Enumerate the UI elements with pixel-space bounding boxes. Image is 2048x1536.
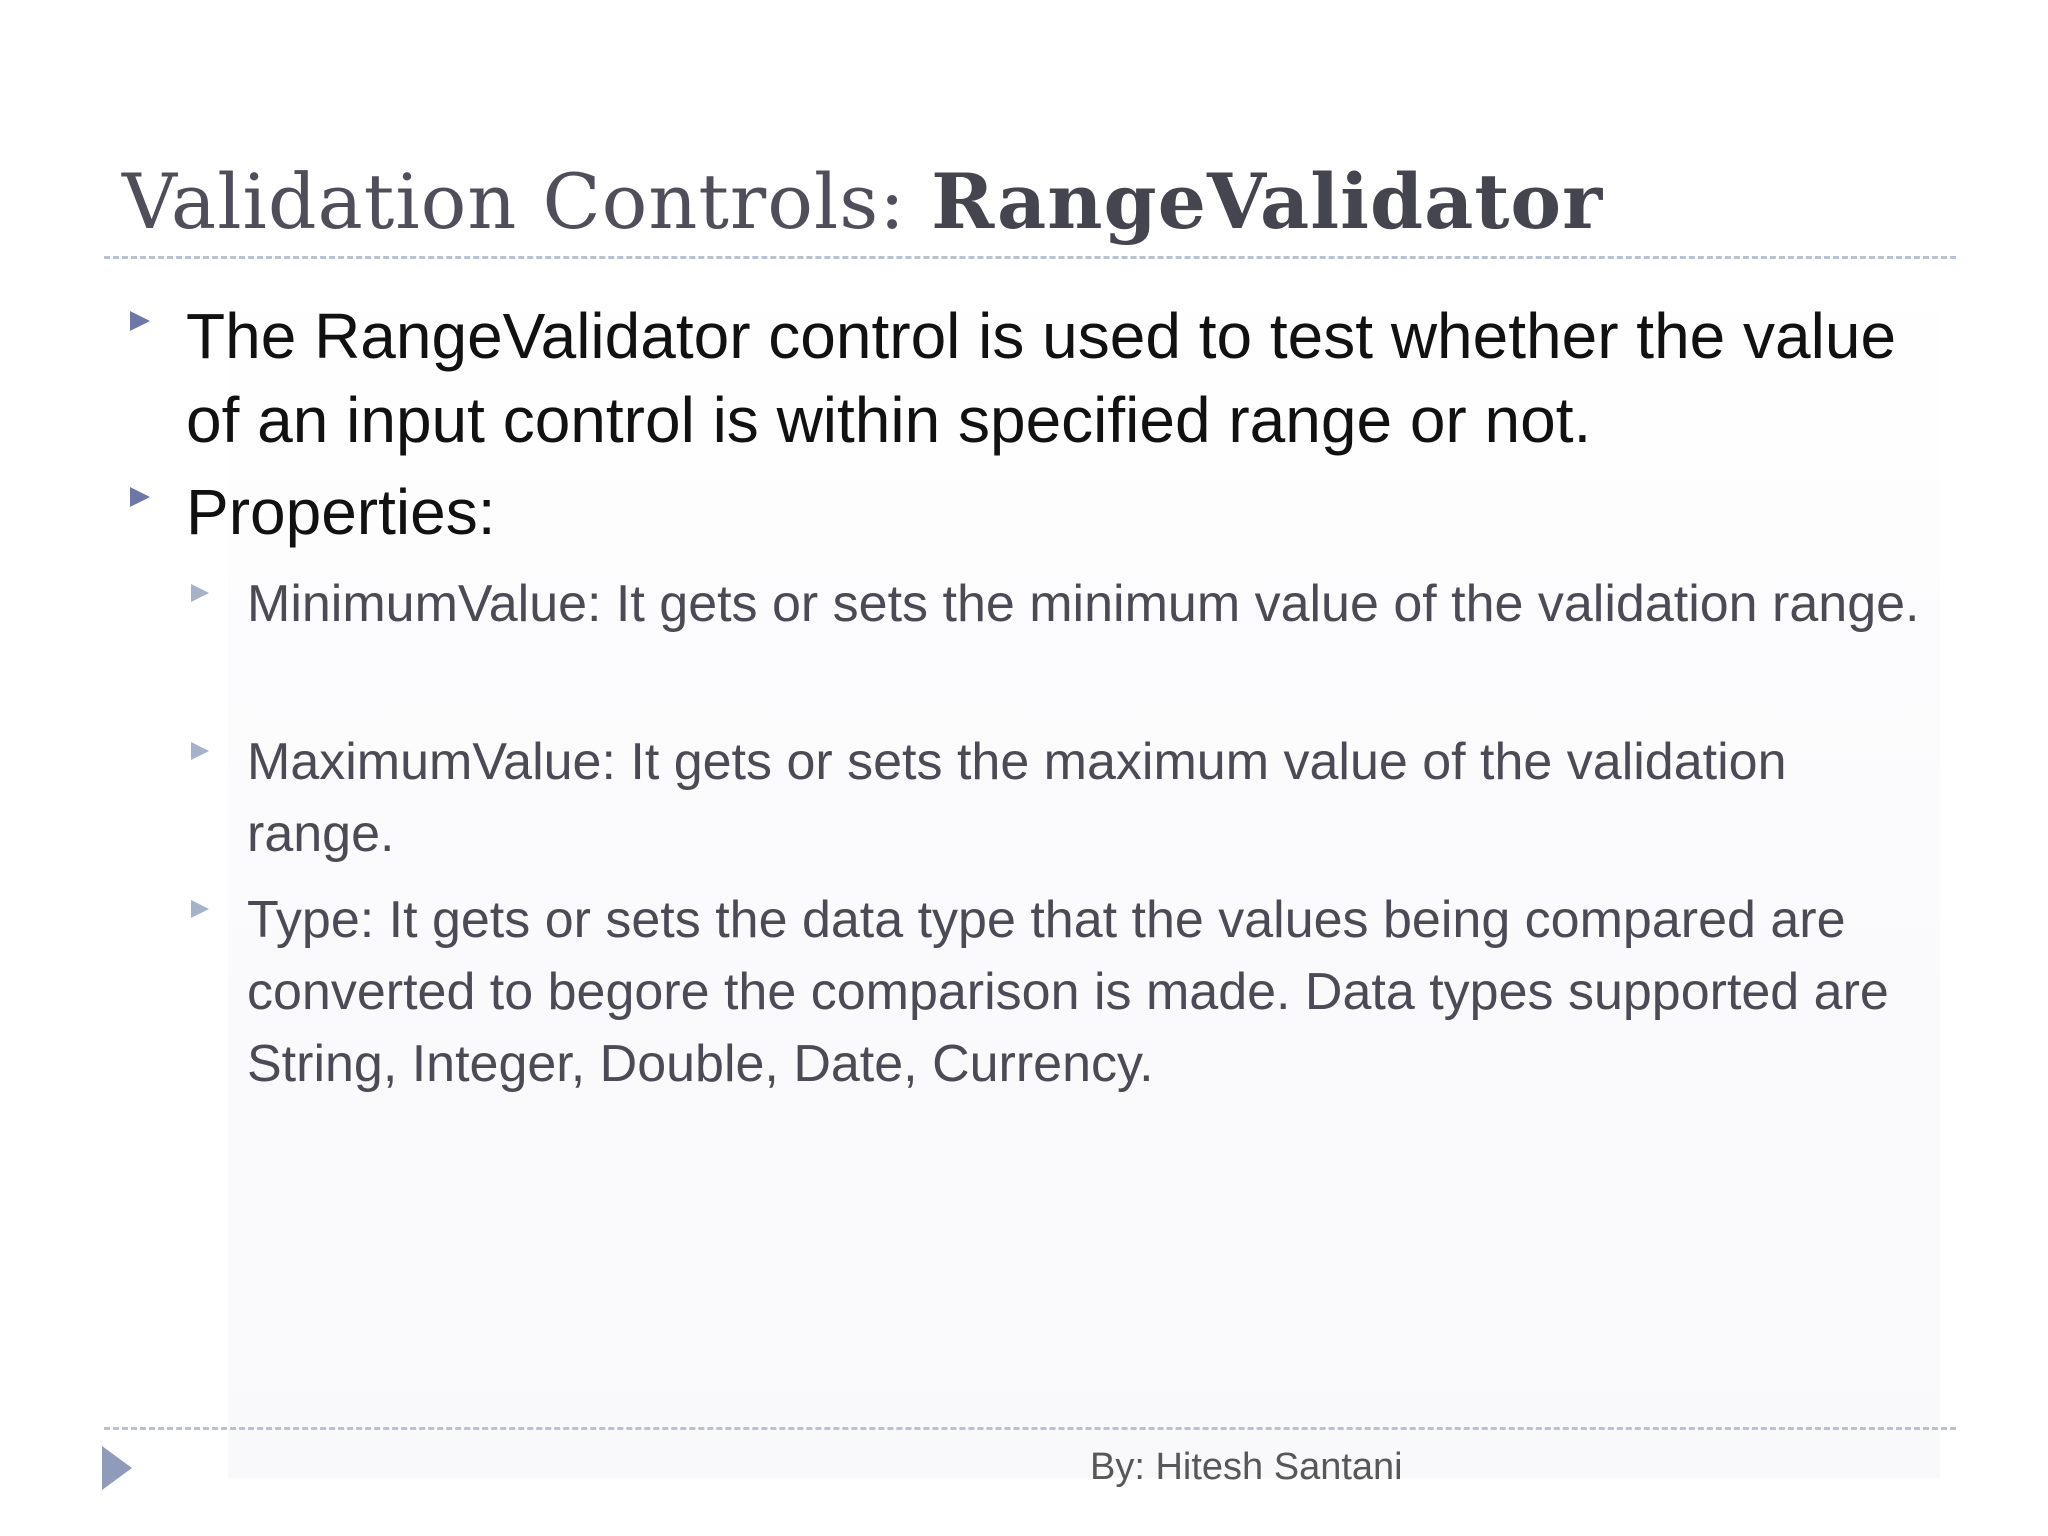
bullet-text: The RangeValidator control is used to test whether the value of an input control is within specified range or not. — [186, 300, 1897, 456]
bullet-item — [186, 470, 1926, 554]
footer-author: By: Hitesh Santani — [1090, 1446, 1403, 1488]
bullet-arrow-icon — [130, 487, 150, 507]
slide-title — [122, 152, 1603, 252]
bullet-arrow-icon — [130, 311, 150, 331]
sub-bullet-arrow-icon — [191, 584, 209, 602]
title-divider — [104, 256, 1956, 259]
title-regular: Validation Controls: — [122, 157, 932, 246]
sub-bullet-item — [247, 568, 1927, 640]
footer-divider — [104, 1427, 1956, 1430]
sub-bullet-text: MaximumValue: It gets or sets the maximum value of the validation range. — [247, 733, 1787, 863]
title-bold: RangeValidator — [931, 157, 1604, 246]
sub-bullet-arrow-icon — [191, 900, 209, 918]
sub-bullet-text: Type: It gets or sets the data type that the values being compared are converted to begore the comparison is made. Data types supported are String, Integer, Double, Date, Currency. — [247, 891, 1889, 1093]
play-arrow-icon — [102, 1446, 132, 1490]
sub-bullet-text: MinimumValue: It gets or sets the minimum value of the validation range. — [247, 575, 1920, 633]
bullet-text: Properties: — [186, 476, 496, 548]
sub-bullet-item — [247, 884, 1927, 1100]
sub-bullet-item — [247, 726, 1927, 870]
sub-bullet-arrow-icon — [191, 742, 209, 760]
bullet-item — [186, 294, 1926, 462]
